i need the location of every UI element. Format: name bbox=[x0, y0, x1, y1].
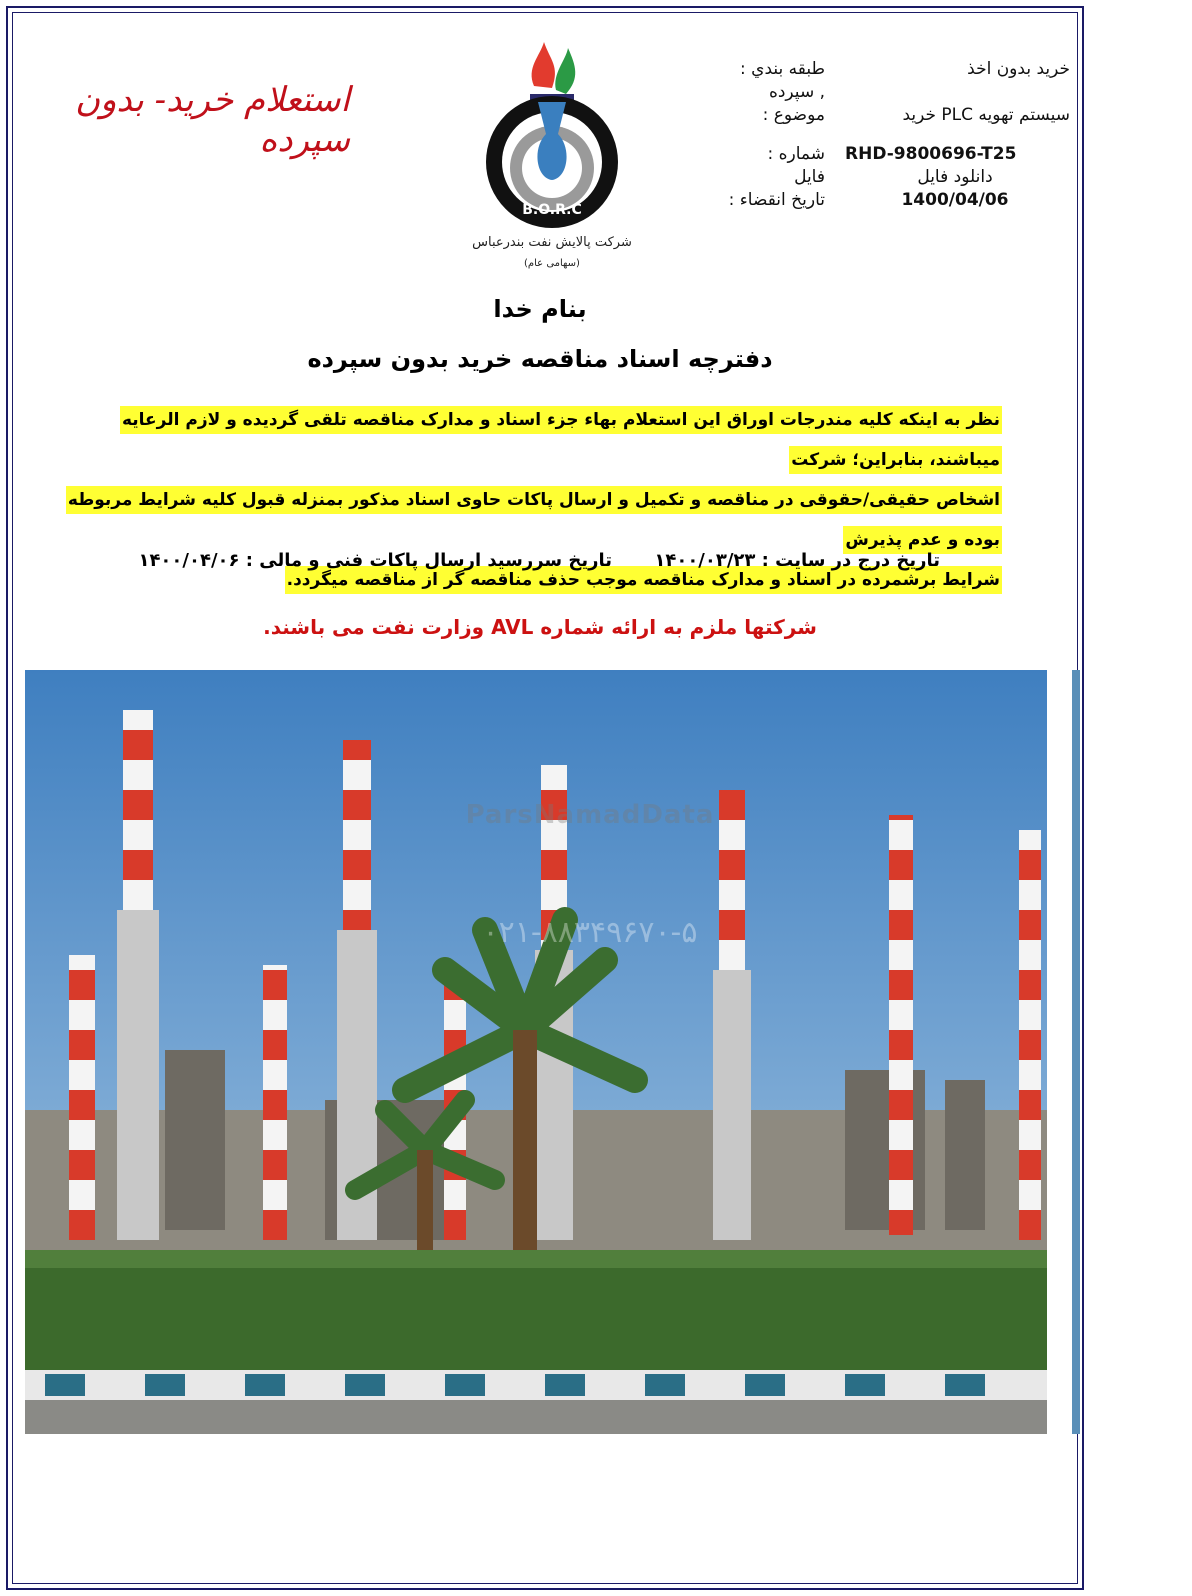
meta-values bbox=[840, 58, 1070, 212]
expiry-label: تاريخ انقضاء : bbox=[728, 190, 825, 210]
notice-line-2: اشخاص حقیقی/حقوقی در مناقصه و تکمیل و ارسال پاکات حاوی اسناد مذکور بمنزله قبول کلیه شرایط مربوطه بوده و عدم پذیرش bbox=[66, 486, 1002, 554]
inquiry-stamp: استعلام خرید- بدون سپرده bbox=[75, 80, 350, 160]
meta-labels bbox=[700, 58, 825, 212]
subject-value: سیستم تهویه PLC خرید bbox=[902, 105, 1070, 125]
refinery-photo bbox=[25, 670, 1047, 1434]
notice-line-3: شرایط برشمرده در اسناد و مدارک مناقصه موجب حذف مناقصه گر از مناقصه میگردد. bbox=[285, 566, 1002, 594]
number-value: RHD-9800696-T25 bbox=[845, 144, 1017, 164]
subject-label: موضوع : bbox=[762, 105, 825, 125]
category-label: طبقه بندي : bbox=[740, 59, 825, 79]
avl-notice: شرکتها ملزم به ارائه شماره AVL وزارت نفت می باشند. bbox=[263, 615, 817, 639]
notice-line-1: نظر به اینکه کلیه مندرجات اوراق این استعلام بهاء جزء اسناد و مدارک مناقصه تلقی گردیده و لازم الرعایه میباشند، بنابراین؛ شرکت bbox=[120, 406, 1002, 474]
deadline-date: تاریخ سررسید ارسال پاکات فنی و مالی : ۱۴۰۰/۰۴/۰۶ bbox=[138, 550, 612, 571]
watermark-name: ParsNamadData bbox=[465, 800, 715, 830]
logo-sub: (سهامی عام) bbox=[524, 258, 580, 269]
logo-abbr: B.O.R.C bbox=[522, 202, 582, 218]
heading-title: دفترچه اسناد مناقصه خرید بدون سپرده bbox=[307, 345, 773, 373]
logo-arc-text: شرکت پالایش نفت بندرعباس bbox=[472, 235, 632, 250]
watermark-phone: ۰۲۱-۸۸۳۴۹۶۷۰-۵ bbox=[482, 915, 698, 950]
expiry-value: 1400/04/06 bbox=[901, 190, 1009, 210]
file-download-link[interactable]: دانلود فایل bbox=[917, 167, 993, 187]
number-label: شماره : bbox=[767, 144, 825, 164]
category-continued: , سپرده bbox=[768, 82, 825, 102]
site-date: تاریخ درج در سایت : ۱۴۰۰/۰۳/۲۳ bbox=[654, 550, 940, 571]
photo-edge-strip bbox=[1072, 670, 1080, 1434]
category-value: خريد بدون اخذ bbox=[967, 59, 1070, 79]
borc-logo bbox=[468, 38, 648, 278]
file-label: فايل bbox=[794, 167, 825, 187]
heading-basmala: بنام خدا bbox=[493, 295, 587, 323]
